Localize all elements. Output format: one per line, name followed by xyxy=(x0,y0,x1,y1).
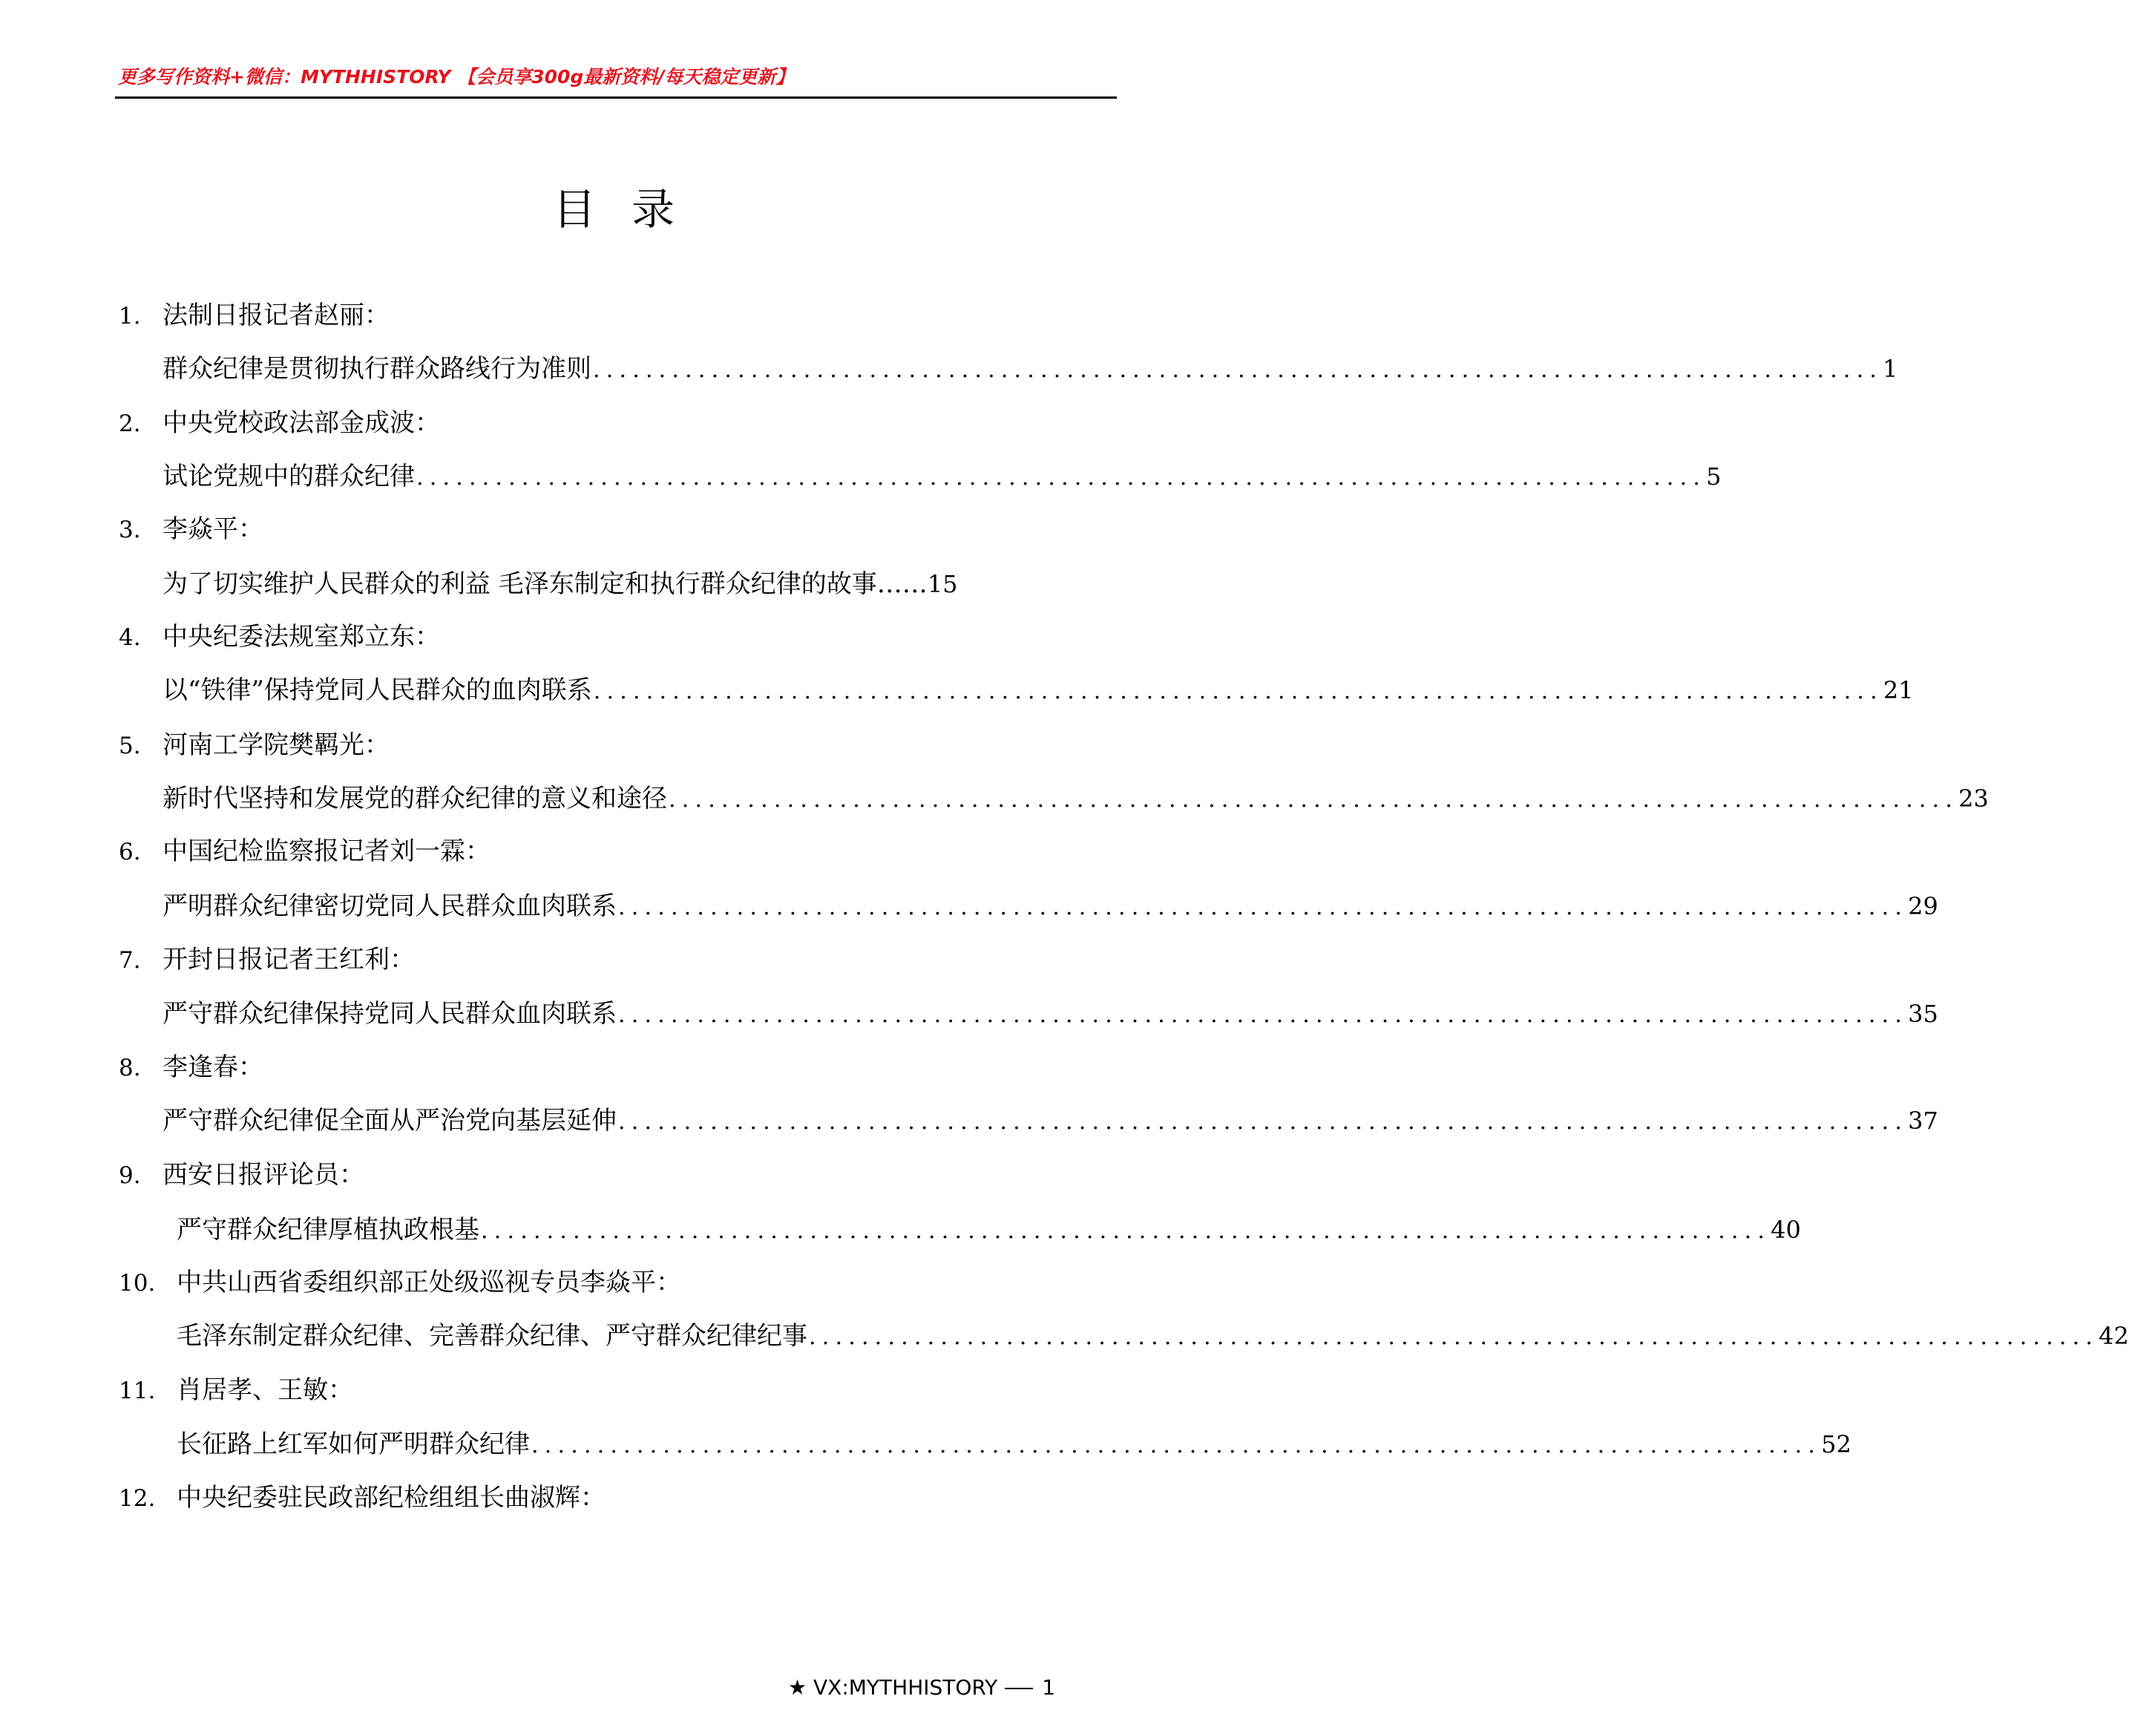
toc-entry-page: 1 xyxy=(1883,355,1898,383)
toc-leader-dots: .................................................................................................. xyxy=(809,1324,2099,1350)
toc-entry-title-text: 以“铁律”保持党同人民群众的血肉联系 xyxy=(163,675,592,705)
footer-separator xyxy=(1005,1688,1033,1689)
toc-entry-author-name: 中共山西省委组织部正处级巡视专员李焱平： xyxy=(177,1268,681,1297)
toc-entry-page: 15 xyxy=(927,570,958,598)
toc-entry-page: 52 xyxy=(1821,1430,1851,1458)
footer-text: ★ VX:MYTHHISTORY xyxy=(788,1675,998,1700)
header-banner xyxy=(115,62,1117,99)
toc-entry-title[interactable] xyxy=(163,1103,1938,1140)
toc-entry-number: 12. xyxy=(119,1485,156,1512)
toc-entry-author xyxy=(119,1157,364,1193)
toc-entry-author xyxy=(119,1372,353,1409)
toc-entry-page: 35 xyxy=(1908,1000,1938,1028)
toc-entry-author xyxy=(119,833,491,870)
page-footer xyxy=(788,1673,1055,1703)
toc-entry-title[interactable] xyxy=(163,351,1898,388)
footer-page-number: 1 xyxy=(1042,1675,1056,1700)
toc-entry-title-text: 试论党规中的群众纪律 xyxy=(163,462,415,491)
toc-entry-page: 23 xyxy=(1958,785,1989,813)
toc-entry-author xyxy=(119,511,263,548)
toc-entry-author xyxy=(119,1049,263,1086)
toc-entry-number: 11. xyxy=(119,1378,156,1404)
toc-entry-author-name: 开封日报记者王红利： xyxy=(163,945,415,975)
toc-entry-title[interactable] xyxy=(163,781,1989,818)
toc-leader-dots: .................................................................................................. xyxy=(618,1109,1909,1135)
toc-entry-title[interactable] xyxy=(177,1212,1801,1249)
toc-entry-title-text: 新时代坚持和发展党的群众纪律的意义和途径 xyxy=(163,784,667,813)
toc-leader-dots: .................................................................................................. xyxy=(618,894,1909,920)
toc-entry-author xyxy=(119,298,390,334)
toc-entry-title-text: 严明群众纪律密切党同人民群众血肉联系 xyxy=(163,891,617,921)
toc-entry-title-text: 严守群众纪律促全面从严治党向基层延伸 xyxy=(163,1106,617,1136)
toc-entry-page: 42 xyxy=(2099,1322,2129,1350)
toc-entry-page: 37 xyxy=(1908,1107,1938,1135)
toc-leader-dots: .................................................................................................. xyxy=(481,1218,1771,1244)
toc-entry-number: 9. xyxy=(119,1162,141,1189)
toc-entry-author-name: 中央党校政法部金成波： xyxy=(163,408,440,438)
toc-entry-author xyxy=(119,727,390,764)
toc-entry-author-name: 李焱平： xyxy=(163,514,263,544)
toc-leader-dots: .................................................................................................. xyxy=(531,1432,1822,1458)
toc-entry-page: 5 xyxy=(1706,462,1722,491)
header-banner-text: 更多写作资料+微信：MYTHHISTORY 【会员享300g最新资料/每天稳定更新】 xyxy=(118,66,795,88)
toc-entry-number: 6. xyxy=(119,839,141,865)
toc-entry-title[interactable] xyxy=(163,888,1938,926)
toc-entry-title-text: 长征路上红军如何严明群众纪律 xyxy=(177,1429,530,1459)
toc-entry-author xyxy=(119,1480,606,1516)
toc-entry-number: 8. xyxy=(119,1055,141,1081)
toc-leader-dots: .................................................................................................. xyxy=(416,465,1707,491)
toc-entry-author xyxy=(119,942,415,978)
toc-leader-dots: .................................................................................................. xyxy=(618,1002,1909,1028)
toc-entry-author-name: 河南工学院樊羁光： xyxy=(163,730,390,760)
toc-entry-title-text: 毛泽东制定群众纪律、完善群众纪律、严守群众纪律纪事 xyxy=(177,1321,807,1351)
toc-entry-number: 3. xyxy=(119,517,141,543)
toc-entry-author-name: 西安日报评论员： xyxy=(163,1160,364,1190)
page-title: 目录 xyxy=(552,184,710,235)
toc-entry-author-name: 肖居孝、王敏： xyxy=(177,1375,353,1405)
toc-entry-title[interactable] xyxy=(163,459,1722,496)
toc-entry-page: 40 xyxy=(1771,1216,1801,1244)
toc-entry-title-text: 群众纪律是贯彻执行群众路线行为准则 xyxy=(163,354,591,384)
toc-entry-author-name: 中国纪检监察报记者刘一霖： xyxy=(163,836,491,866)
toc-entry-number: 4. xyxy=(119,624,141,651)
toc-entry-title-text: 为了切实维护人民群众的利益 毛泽东制定和执行群众纪律的故事…… xyxy=(163,569,928,599)
toc-entry-author xyxy=(119,405,440,442)
toc-entry-author xyxy=(119,1265,681,1301)
toc-entry-title[interactable] xyxy=(163,566,958,602)
toc-entry-number: 10. xyxy=(119,1270,156,1297)
toc-entry-title[interactable] xyxy=(163,672,1914,710)
toc-entry-author xyxy=(119,619,440,655)
toc-entry-title-text: 严守群众纪律厚植执政根基 xyxy=(177,1215,479,1245)
toc-entry-number: 5. xyxy=(119,733,141,759)
toc-leader-dots: .................................................................................................. xyxy=(669,787,1959,813)
toc-entry-author-name: 法制日报记者赵丽： xyxy=(163,301,390,330)
toc-entry-number: 2. xyxy=(119,410,141,437)
toc-entry-title[interactable] xyxy=(177,1427,1851,1464)
toc-entry-number: 1. xyxy=(119,303,141,330)
toc-entry-author-name: 中央纪委驻民政部纪检组组长曲淑辉： xyxy=(177,1483,606,1513)
toc-entry-author-name: 李逢春： xyxy=(163,1052,263,1082)
toc-entry-title[interactable] xyxy=(177,1318,2129,1355)
toc-entry-title-text: 严守群众纪律保持党同人民群众血肉联系 xyxy=(163,999,617,1029)
toc-leader-dots: .................................................................................................. xyxy=(593,357,1883,383)
toc-entry-page: 29 xyxy=(1908,892,1938,920)
toc-entry-number: 7. xyxy=(119,947,141,974)
toc-entry-page: 21 xyxy=(1883,676,1914,704)
toc-entry-author-name: 中央纪委法规室郑立东： xyxy=(163,622,440,652)
toc-entry-title[interactable] xyxy=(163,996,1938,1033)
toc-leader-dots: .................................................................................................. xyxy=(593,678,1883,704)
